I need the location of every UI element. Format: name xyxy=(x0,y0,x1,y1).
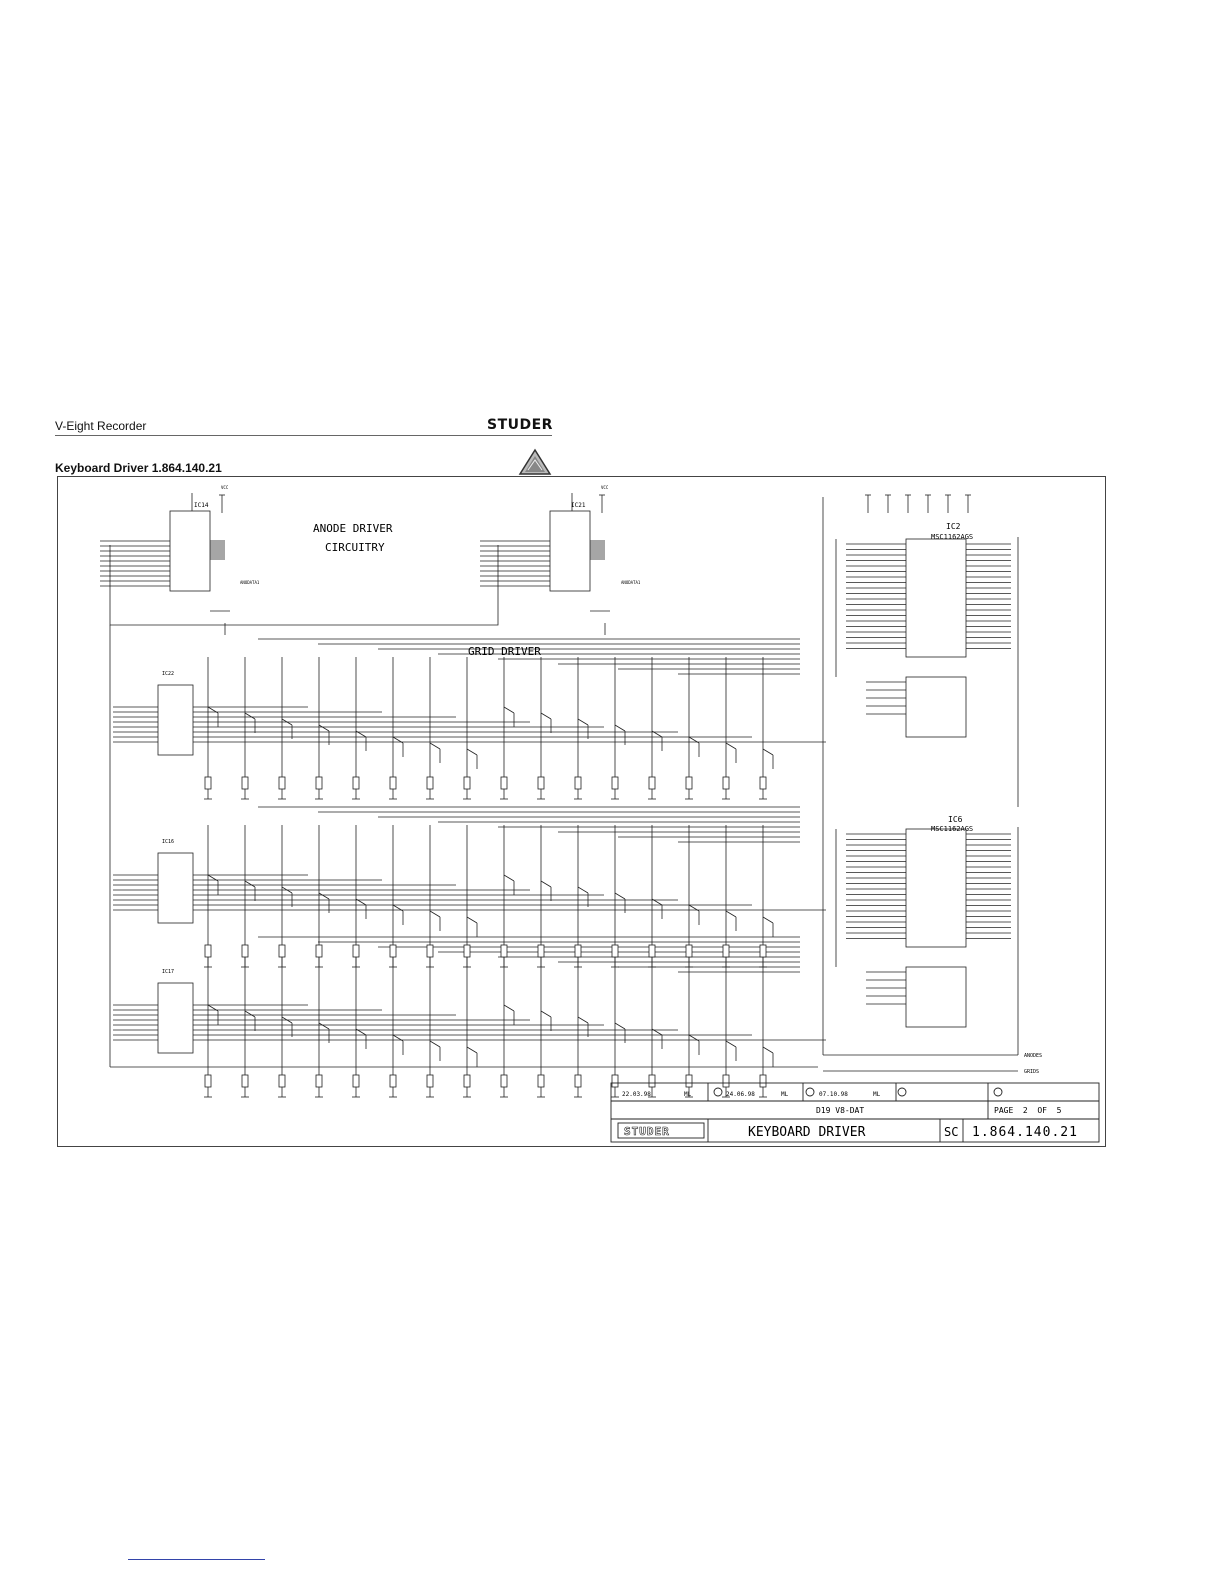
vcc-label-2: VCC xyxy=(601,485,609,490)
anode-data-out-1: ANODATA1 xyxy=(240,580,260,585)
ic16-label: IC16 xyxy=(162,839,175,845)
vcc-label-1: VCC xyxy=(221,485,229,490)
sheet-code: SC xyxy=(944,1125,959,1139)
anode-driver-label: ANODE DRIVER xyxy=(313,522,393,535)
rev2-date: 24.06.98 xyxy=(726,1091,755,1098)
anode-circuitry-label: CIRCUITRY xyxy=(325,541,385,554)
title-block-logo: STUDER xyxy=(624,1125,670,1138)
header-rule xyxy=(55,435,552,436)
ic2-label: IC2 xyxy=(946,522,961,531)
drawing-title: KEYBOARD DRIVER xyxy=(748,1125,866,1140)
ic2-part-label: MSC1162AGS xyxy=(931,533,974,541)
page-indicator: PAGE 2 OF 5 xyxy=(994,1106,1062,1115)
schematic-diagram xyxy=(58,477,1107,1148)
brand-logo: STUDER xyxy=(487,417,553,433)
document-title: V-Eight Recorder xyxy=(55,419,147,433)
grid-driver-label: GRID DRIVER xyxy=(468,645,541,658)
rev3-by: ML xyxy=(873,1091,881,1098)
schematic-title: Keyboard Driver 1.864.140.21 xyxy=(55,461,222,475)
ic21-label: IC21 xyxy=(571,502,586,509)
footer-link-rule xyxy=(128,1559,265,1560)
anodes-output-label: ANODES xyxy=(1024,1053,1043,1059)
ic14-label: IC14 xyxy=(194,502,209,509)
grids-output-label: GRIDS xyxy=(1024,1069,1040,1075)
esd-warning-icon xyxy=(518,448,552,476)
anode-data-out-2: ANODATA1 xyxy=(621,580,641,585)
ic6-label: IC6 xyxy=(948,815,963,824)
rev3-date: 07.10.98 xyxy=(819,1091,848,1098)
ic6-part-label: MSC1162AGS xyxy=(931,825,974,833)
drawing-number: 1.864.140.21 xyxy=(972,1125,1078,1140)
rev2-by: ML xyxy=(781,1091,789,1098)
schematic-frame xyxy=(57,476,1106,1147)
ic22-label: IC22 xyxy=(162,671,175,677)
rev1-date: 22.03.98 xyxy=(622,1091,651,1098)
rev1-by: ML xyxy=(684,1091,692,1098)
ic17-label: IC17 xyxy=(162,969,175,975)
project-name: D19 V8-DAT xyxy=(816,1106,865,1115)
